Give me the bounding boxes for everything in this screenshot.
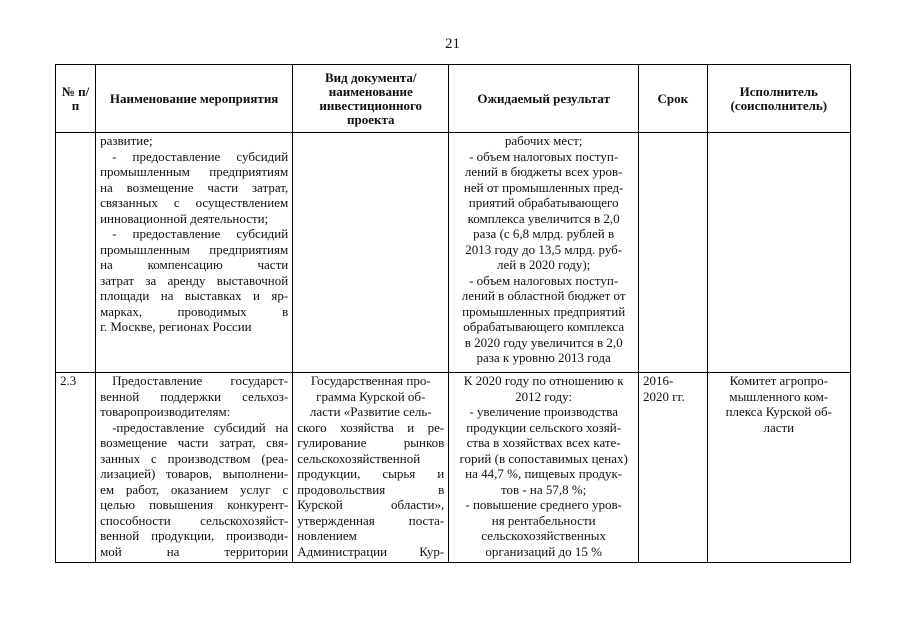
text-line: товаропроизводителям:: [100, 404, 231, 419]
text-line: утвержденная поста-: [297, 512, 445, 528]
text-line: лизацией) товаров, выполнени-: [100, 466, 289, 481]
row2-number-cell: 2.3: [56, 373, 96, 563]
row2-result-cell: [449, 373, 639, 563]
row1-executor-cell: [707, 133, 850, 373]
header-executor: Исполнитель (соисполнитель): [707, 65, 850, 133]
text-line: связанных с осуществлением: [100, 195, 289, 210]
text-line: ней от промышленных пред-: [463, 179, 624, 195]
text-line: К 2020 году по отношению к: [463, 373, 624, 388]
text-line: ства в хозяйствах всех кате-: [466, 435, 621, 450]
text-line: мой на территории: [100, 543, 289, 559]
row1-document-cell: [293, 133, 449, 373]
text-line: промышленных предприятий: [462, 303, 626, 319]
text-line: гулирование рынков: [297, 435, 445, 450]
text-line: развитие;: [100, 133, 153, 148]
text-line: площади на выставках и яр-: [100, 288, 289, 303]
text-line: продукции, сырья и: [297, 466, 445, 481]
text-line: способности сельскохозяйст-: [100, 512, 289, 528]
text-line: лей в 2020 году);: [497, 257, 591, 272]
page-number: 21: [445, 36, 460, 52]
text-line: - повышение среднего уров-: [465, 497, 622, 512]
text-line: промышленным предприятиям: [100, 164, 289, 179]
row1-term-cell: [639, 133, 708, 373]
text-line: ласти «Развитие сель-: [309, 404, 432, 419]
text-line: продовольствия в: [297, 481, 445, 497]
row1-result-cell: [449, 133, 639, 373]
text-line: на возмещение части затрат,: [100, 179, 289, 195]
text-line: сельскохозяйственных: [481, 528, 607, 543]
text-line: продукции сельского хозяй-: [466, 419, 622, 435]
header-term: Срок: [639, 65, 708, 133]
text-line: новлением: [297, 528, 357, 543]
text-line: рабочих мест;: [504, 133, 583, 148]
table-row: [56, 373, 851, 563]
text-line: Комитет агропро-: [729, 373, 828, 388]
row2-measure-cell: [96, 373, 293, 563]
text-line: обрабатывающего комплекса: [463, 319, 625, 334]
text-line: горий (в сопоставимых ценах): [459, 450, 628, 466]
text-line: - предоставление субсидий: [112, 148, 289, 164]
text-line: Предоставление государст-: [112, 373, 289, 388]
text-line: затрат за аренду выставочной: [100, 272, 289, 288]
text-line: Курской области»,: [297, 497, 445, 512]
text-line: промышленным предприятиям: [100, 241, 289, 257]
text-line: раза (с 6,8 млрд. рублей в: [473, 226, 615, 241]
table-row: [56, 133, 851, 373]
measures-table: [55, 64, 851, 563]
table-header-row: [56, 65, 851, 133]
text-line: 2012 году:: [515, 388, 573, 404]
text-line: г. Москве, регионах России: [100, 319, 252, 334]
text-line: занных с производством (реа-: [100, 450, 289, 466]
text-line: инновационной деятельности;: [100, 210, 269, 226]
text-line: венной поддержки сельхоз-: [100, 388, 289, 404]
text-line: сельскохозяйственной: [297, 450, 421, 466]
text-line: 2020 гг.: [643, 388, 685, 404]
header-number: № п/п: [56, 65, 96, 133]
text-line: - предоставление субсидий: [112, 226, 289, 241]
text-line: Государственная про-: [310, 373, 431, 388]
header-measure-name: Наименование мероприятия: [96, 65, 293, 133]
text-line: ем работ, оказанием услуг с: [100, 481, 289, 497]
text-line: - объем налоговых поступ-: [469, 272, 619, 288]
text-line: мышленного ком-: [729, 388, 829, 404]
text-line: 2016-: [643, 373, 674, 388]
text-line: Администрации Кур-: [297, 543, 445, 559]
text-line: возмещение части затрат, свя-: [100, 435, 289, 450]
text-line: плекса Курской об-: [725, 404, 832, 419]
text-line: венной продукции, производи-: [100, 528, 289, 543]
text-line: на компенсацию части: [100, 257, 289, 272]
text-line: ня рентабельности: [491, 512, 596, 528]
row2-document-cell: [293, 373, 449, 563]
text-line: раза к уровню 2013 года: [476, 350, 611, 365]
row2-term-cell: [639, 373, 708, 563]
text-line: целью повышения конкурент-: [100, 497, 289, 512]
text-line: грамма Курской об-: [316, 388, 426, 404]
text-line: тов - на 57,8 %;: [500, 481, 587, 497]
text-line: ского хозяйства и ре-: [297, 419, 445, 435]
row1-number-cell: [56, 133, 96, 373]
text-line: в 2020 году увеличится в 2,0: [464, 334, 623, 350]
header-document-type: Вид документа/ наименование инвестиционного проекта: [293, 65, 449, 133]
text-line: организаций до 15 %: [485, 543, 602, 559]
text-line: - объем налоговых поступ-: [469, 148, 619, 164]
text-line: - увеличение производства: [469, 404, 618, 419]
text-line: 2013 году до 13,5 млрд. руб-: [465, 241, 623, 257]
text-line: лений в бюджеты всех уров-: [464, 164, 623, 179]
header-expected-result: Ожидаемый результат: [449, 65, 639, 133]
row2-executor-cell: [707, 373, 850, 563]
row1-measure-cell: [96, 133, 293, 373]
text-line: -предоставление субсидий на: [112, 419, 289, 435]
text-line: ласти: [763, 419, 795, 435]
text-line: комплекса увеличится в 2,0: [467, 210, 620, 226]
text-line: марках, проводимых в: [100, 303, 289, 319]
text-line: на 44,7 %, пищевых продук-: [465, 466, 623, 481]
text-line: приятий обрабатывающего: [468, 195, 619, 210]
text-line: лений в областной бюджет от: [461, 288, 626, 303]
